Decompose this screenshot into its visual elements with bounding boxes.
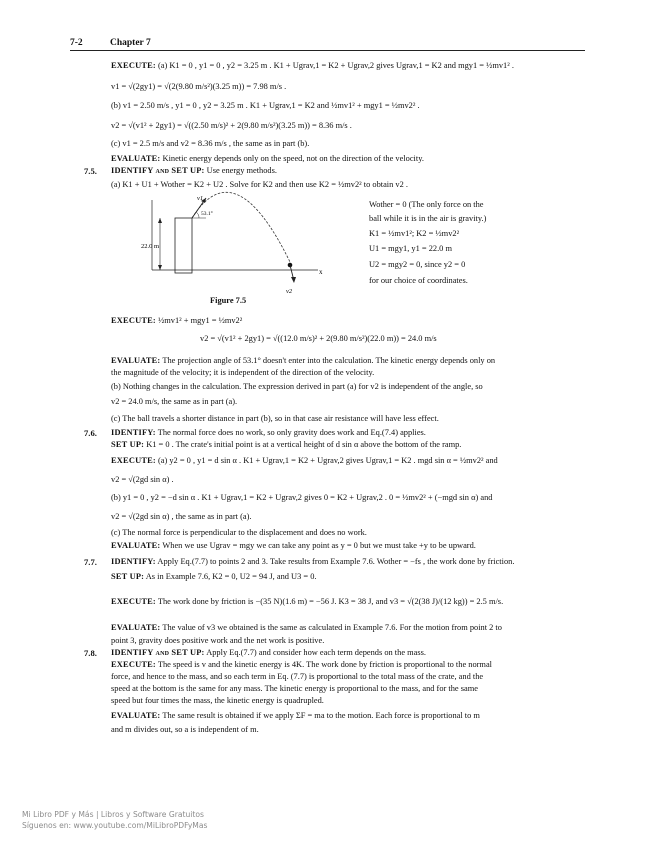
angle-arc [196, 212, 199, 218]
angle-label: 53.1° [201, 211, 213, 217]
figure-note: for our choice of coordinates. [369, 276, 468, 285]
text-line: EXECUTE: ½mv1² + mgy1 = ½mv2² [111, 316, 243, 325]
text-line: speed but four times the mass, the kinetic energy is quadrupled. [111, 696, 324, 705]
page-number: 7-2 [70, 38, 83, 48]
final-velocity-arrowhead [291, 277, 296, 283]
trajectory-path [192, 192, 290, 262]
text-line: v2 = 24.0 m/s, the same as in part (a). [111, 397, 238, 406]
cliff [175, 218, 192, 273]
figure-caption: Figure 7.5 [210, 296, 247, 305]
text-line: v2 = √(v1² + 2gy1) = √((2.50 m/s)² + 2(9.80 m/s²)(3.25 m)) = 8.36 m/s . [111, 121, 352, 130]
footer-line-2: Síguenos en: www.youtube.com/MiLibroPDFyMas [22, 821, 208, 830]
text-line: point 3, gravity does positive work and the net work is positive. [111, 636, 325, 645]
text-line: (b) Nothing changes in the calculation. The expression derived in part (a) for v2 is independent of the angle, so [111, 382, 483, 391]
text-line: the magnitude of the velocity; it is independent of the direction of the velocity. [111, 368, 375, 377]
text-line: (c) The normal force is perpendicular to the displacement and does no work. [111, 528, 367, 537]
x-axis-label: x [319, 268, 323, 276]
problem-number-7-5: 7.5. [84, 166, 97, 176]
header-rule [70, 50, 585, 51]
height-label: 22.0 m [141, 243, 160, 250]
text-line: (c) The ball travels a shorter distance in part (b), so in that case air resistance will have less effect. [111, 414, 439, 423]
text-line: v2 = √(v1² + 2gy1) = √((12.0 m/s)² + 2(9.80 m/s²)(22.0 m)) = 24.0 m/s [200, 334, 437, 343]
footer-line-1: Mi Libro PDF y Más | Libros y Software Gratuitos [22, 810, 204, 819]
text-line: speed at the bottom is the same for any mass. The kinetic energy is proportional to the mass, and for the same [111, 684, 478, 693]
chapter-title: Chapter 7 [110, 38, 151, 48]
v1-label: v1 [197, 195, 204, 202]
figure-note: Wother = 0 (The only force on the [369, 200, 484, 209]
problem-number-7-6: 7.6. [84, 428, 97, 438]
figure-note: ball while it is in the air is gravity.) [369, 214, 487, 223]
text-line: v2 = √(2gd sin α) . [111, 475, 174, 484]
text-line: v2 = √(2gd sin α) , the same as in part (a). [111, 512, 252, 521]
text-line: EXECUTE: (a) K1 = 0 , y1 = 0 , y2 = 3.25 m . K1 + Ugrav,1 = K2 + Ugrav,2 gives Ugrav,1 = K2 and mgy1 = ½mv1² . [111, 61, 514, 70]
text-line: IDENTIFY and SET UP: Use energy methods. [111, 166, 277, 175]
text-line: and m divides out, so a is independent of m. [111, 725, 259, 734]
problem-number-7-7: 7.7. [84, 557, 97, 567]
height-arrow-bottom [158, 265, 162, 270]
text-line: v1 = √(2gy1) = √(2(9.80 m/s²)(3.25 m)) = 7.98 m/s . [111, 82, 287, 91]
text-line: EXECUTE: The speed is v and the kinetic energy is 4K. The work done by friction is proportional to the normal [111, 660, 492, 669]
text-line: IDENTIFY: The normal force does no work, so only gravity does work and Eq.(7.4) applies. [111, 428, 426, 437]
text-line: EVALUATE: The value of v3 we obtained is the same as calculated in Example 7.6. For the motion from point 2 to [111, 623, 502, 632]
text-line: EXECUTE: (a) y2 = 0 , y1 = d sin α . K1 + Ugrav,1 = K2 + Ugrav,2 gives Ugrav,1 = K2 . mgd sin α = ½mv2² and [111, 456, 498, 465]
text-line: IDENTIFY and SET UP: Apply Eq.(7.7) and consider how each term depends on the mass. [111, 648, 426, 657]
figure-note: K1 = ½mv1²; K2 = ½mv2² [369, 229, 460, 238]
text-line: EXECUTE: The work done by friction is −(35 N)(1.6 m) = −56 J. K3 = 38 J, and v3 = √(2(38 J)/(12 kg)) = 2.5 m/s. [111, 597, 504, 606]
figure-note: U1 = mgy1, y1 = 22.0 m [369, 244, 452, 253]
text-line: (b) y1 = 0 , y2 = −d sin α . K1 + Ugrav,1 = K2 + Ugrav,2 gives 0 = K2 + Ugrav,2 . 0 = ½mv2² + (−mgd sin α) and [111, 493, 493, 502]
text-line: (b) v1 = 2.50 m/s , y1 = 0 , y2 = 3.25 m . K1 + Ugrav,1 = K2 and ½mv1² + mgy1 = ½mv2² . [111, 101, 420, 110]
text-line: EVALUATE: Kinetic energy depends only on the speed, not on the direction of the velocity. [111, 154, 424, 163]
figure-7-5-diagram [140, 190, 340, 300]
text-line: (a) K1 + U1 + Wother = K2 + U2 . Solve for K2 and then use K2 = ½mv2² to obtain v2 . [111, 180, 408, 189]
figure-note: U2 = mgy2 = 0, since y2 = 0 [369, 260, 466, 269]
height-arrow-top [158, 218, 162, 223]
text-line: force, and hence to the mass, and so each term in Eq. (7.7) is proportional to the total mass of the crate, and the [111, 672, 484, 681]
text-line: SET UP: As in Example 7.6, K2 = 0, U2 = 94 J, and U3 = 0. [111, 572, 317, 581]
v2-label: v2 [286, 288, 293, 295]
text-line: EVALUATE: The projection angle of 53.1° doesn't enter into the calculation. The kinetic energy depends only on [111, 356, 496, 365]
text-line: (c) v1 = 2.5 m/s and v2 = 8.36 m/s , the same as in part (b). [111, 139, 310, 148]
problem-number-7-8: 7.8. [84, 648, 97, 658]
text-line: SET UP: K1 = 0 . The crate's initial point is at a vertical height of d sin α above the bottom of the ramp. [111, 440, 462, 449]
text-line: EVALUATE: When we use Ugrav = mgy we can take any point as y = 0 but we must take +y to be upward. [111, 541, 476, 550]
text-line: EVALUATE: The same result is obtained if we apply ΣF = ma to the motion. Each force is proportional to m [111, 711, 480, 720]
text-line: IDENTIFY: Apply Eq.(7.7) to points 2 and 3. Take results from Example 7.6. Wother = −fs , the work done by friction. [111, 557, 515, 566]
